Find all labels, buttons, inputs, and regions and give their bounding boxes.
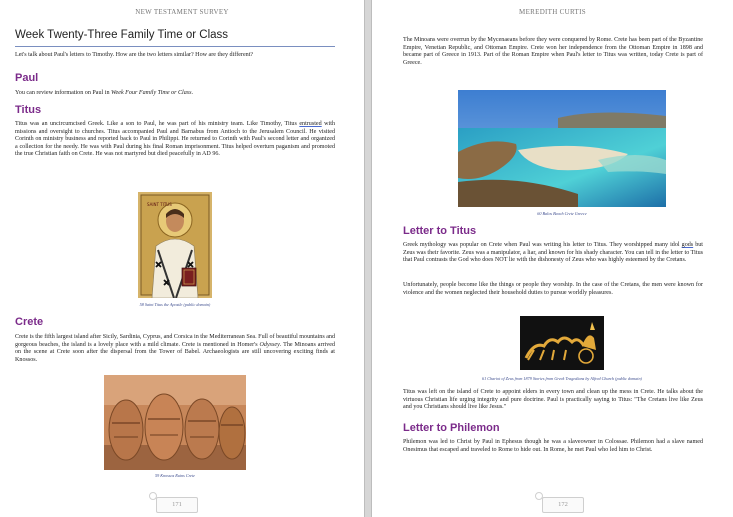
titus-image-caption: 58 Saint Titus the Apostle (public domain) <box>139 302 211 307</box>
saint-titus-icon-image <box>138 192 212 298</box>
saint-titus-icon <box>138 192 212 298</box>
balos-beach-image <box>458 90 666 207</box>
page-number-left: 171 <box>156 497 198 513</box>
titus-left-paragraph: Titus was left on the island of Crete to appoint elders in every town and clean up the mess in Crete. He talks about the virtuous Christian life urging integrity and pure doctrine. Paul is practically saying to Titus: "The Cretans live like Zeus and you Christians should live like Jesus." <box>403 389 703 411</box>
title-underline <box>15 46 335 47</box>
icon-label: SAINT TITUS <box>147 202 172 207</box>
spellcheck-word: entrusted <box>299 121 322 127</box>
knossos-caption: 59 Knossos Ruins Crete <box>155 473 195 478</box>
heading-letter-to-philemon: Letter to Philemon <box>403 422 500 434</box>
intro-paragraph: Let's talk about Paul's letters to Timothy. How are the two letters similar? How are they different? <box>15 52 254 58</box>
zeus-chariot-photo <box>520 316 604 370</box>
zeus-chariot-image <box>520 316 604 370</box>
heading-letter-to-titus: Letter to Titus <box>403 225 477 237</box>
knossos-ruins-image <box>104 375 246 470</box>
running-header-right: MEREDITH CURTIS <box>519 8 586 16</box>
philemon-paragraph: Philemon was led to Christ by Paul in Ephesus though he was a slaveowner in Colossae. Philemon had a slave named Onesimus that escaped and traveled to Rome to hide out. In Rome, he met Paul who led him to Christ. <box>403 439 703 453</box>
heading-paul: Paul <box>15 72 39 84</box>
beach-caption: 60 Balos Beach Crete Greece <box>537 211 587 216</box>
heading-crete: Crete <box>15 316 44 328</box>
running-header-left: NEW TESTAMENT SURVEY <box>135 8 229 16</box>
page-number-right: 172 <box>542 497 584 513</box>
right-page <box>372 0 733 517</box>
titus-paragraph: Titus was an uncircumcised Greek. Like a son to Paul, he was part of his ministry team. Like Timothy, Titus entrusted with missions and oversight to churches. Titus accompanied Paul and Barnabus from Antioch to the Jerusalem Council. He visited Corinth on ministry business and reported back to Paul in Philippi. He returned to Corinth with Paul's second letter and organized a collection for the needy. He was with Paul during his final Roman imprisonment. Titus helped overturn paganism and promoted the true Christian faith on Crete. He was not martyred but died peacefully in AD 96. <box>15 121 335 158</box>
left-page <box>0 0 364 517</box>
letter-titus-paragraph-1: Greek mythology was popular on Crete when Paul was writing his letter to Titus. They worshipped many idol gods but Zeus was their favorite. Zeus was a manipulator, a liar, and known for his shady character. You can tell in the letter to Titus that Paul contrasts the God who does NOT lie with the dishonesty of Zeus who was highly esteemed by the Cretans. <box>403 242 703 264</box>
heading-titus: Titus <box>15 104 42 116</box>
page-gutter <box>364 0 372 517</box>
knossos-photo <box>104 375 246 470</box>
zeus-caption: 61 Chariot of Zeus from 1879 Stories from Greek Tragedians by Alfred Church (public domain) <box>482 376 642 381</box>
paul-paragraph: You can review information on Paul in Week Four Family Time or Class. <box>15 90 194 96</box>
letter-titus-paragraph-2: Unfortunately, people become like the things or people they worship. In the case of the Cretans, the men were known for violence and the women neglected their household duties to pursue worldly pleasures. <box>403 282 703 296</box>
spellcheck-word: gods <box>681 242 694 248</box>
week-title: Week Twenty-Three Family Time or Class <box>15 29 229 41</box>
paul-reference: Week Four Family Time or Class <box>111 90 192 96</box>
crete-paragraph: Crete is the fifth largest island after Sicily, Sardinia, Cyprus, and Corsica in the Mediterranean Sea. Full of beautiful mountains and gorgeous beaches, the island is a lovely place with a mild climate. Crete is mentioned in Homer's Odyssey. The Minoans arrived on the scene at Crete soon after the dispersal from the Tower of Babel. Archaeologists are still uncovering exciting finds at Knossos. <box>15 334 336 363</box>
balos-beach-photo <box>458 90 666 207</box>
minoans-paragraph: The Minoans were overrun by the Mycenaeans before they were conquered by Rome. Crete has been part of the Byzantine Empire, Venetian Republic, and Ottoman Empire. Crete won her independence from the Ottoman Empire in 1898 and became part of Greece in 1913. Part of the Roman Empire when Paul's letter to Titus was written, today Crete is part of Greece. <box>403 37 703 66</box>
